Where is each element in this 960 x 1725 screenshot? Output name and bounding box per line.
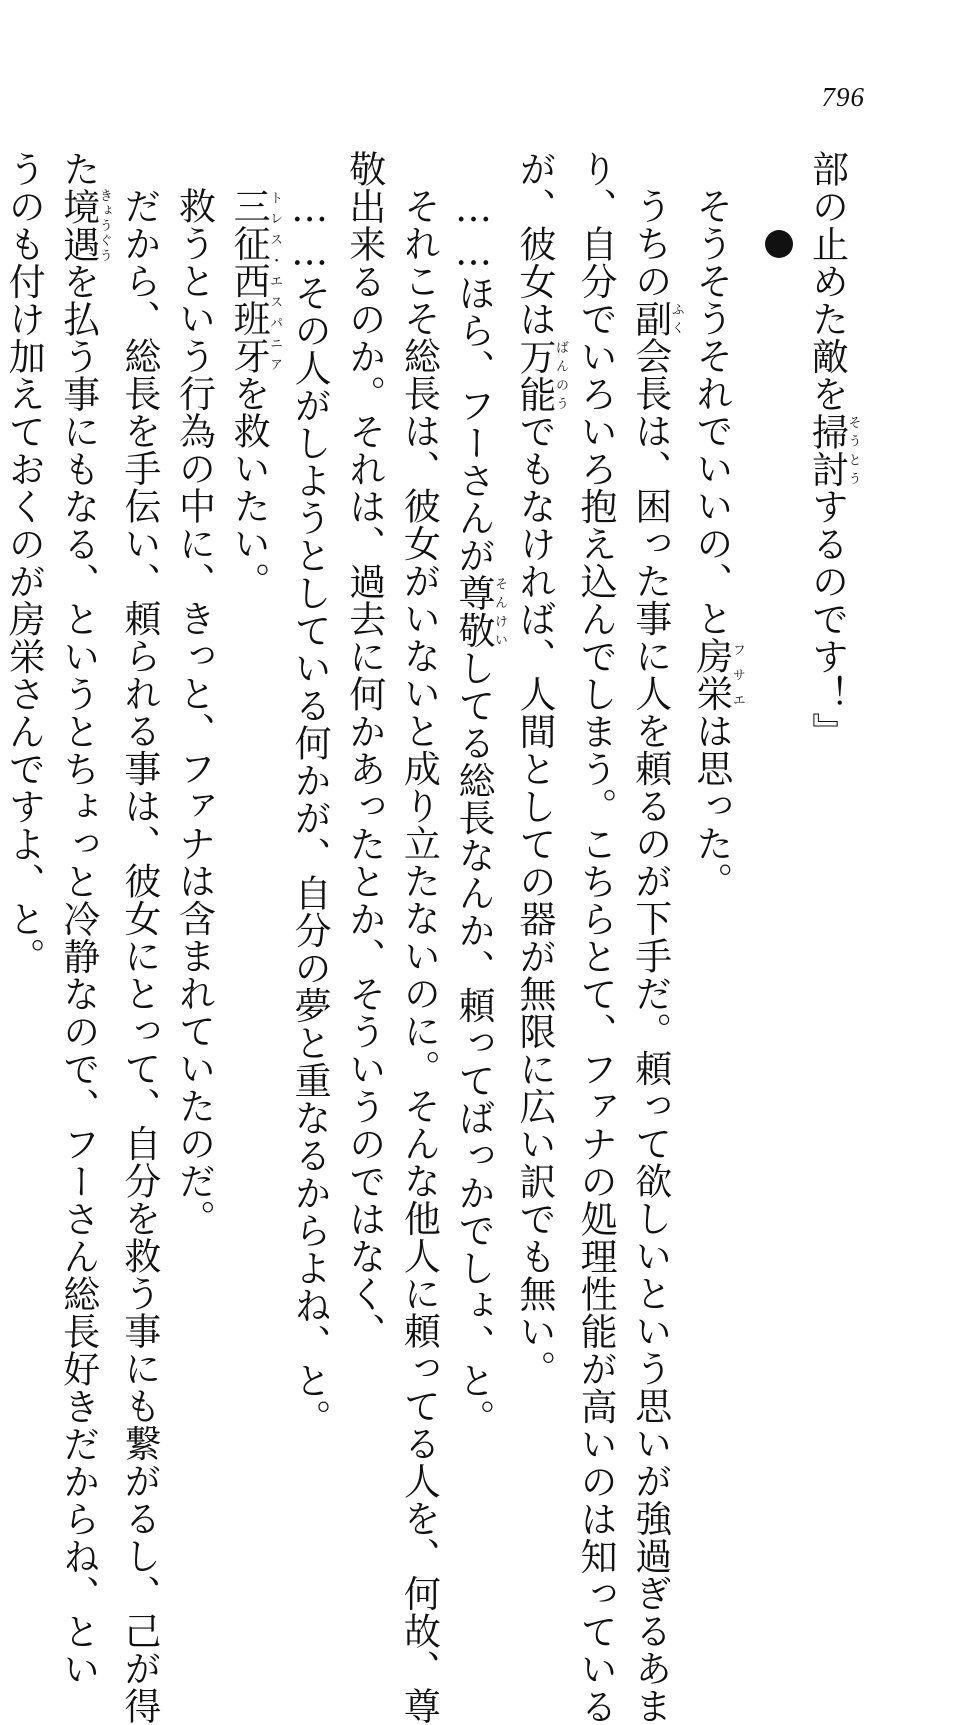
vertical-text-body bbox=[0, 150, 861, 1725]
text-line-13: た境遇きょうぐうを払う事にもなる、というとちょっと冷静なので、フーさん総長好きだからね、とい bbox=[56, 150, 112, 1688]
text-line-6: ……ほら、フーさんが尊敬そんけいしてる総長なんか、頼ってばっかでしょ、と。 bbox=[451, 187, 507, 1437]
section-break bbox=[744, 150, 799, 1290]
text-line-7: それこそ総長は、彼女がいないと成り立たないのに。そんな他人に頼ってる人を、何故、尊 bbox=[397, 187, 441, 1725]
text-line-8: 敬出来るのか。それは、過去に何かあったとか、そういうのではなく、 bbox=[342, 150, 386, 1350]
text-line-10: 三征西班牙トレス・エスパニアを救いたい。 bbox=[227, 187, 283, 600]
page-number: 796 bbox=[821, 82, 865, 112]
text-line-12: だから、総長を手伝い、頼られる事は、彼女にとって、自分を救う事にも繋がるし、己が得 bbox=[117, 187, 161, 1725]
text-line-4: り、自分でいろいろ抱え込んでしまう。こちらとて、ファナの処理性能が高いのは知っている bbox=[574, 150, 618, 1725]
text-line-11: 救うという行為の中に、きっと、ファナは含まれていたのだ。 bbox=[172, 187, 216, 1237]
text-line-3: うちの副ふく会長は、困った事に人を頼るのが下手だ。頼って欲しいという思いが強過ぎるあま bbox=[628, 187, 684, 1725]
filled-circle-icon bbox=[765, 230, 793, 258]
text-line-2: そうそうそれでいいの、と房栄フサエは思った。 bbox=[689, 187, 745, 900]
text-line-5: が、彼女は万能ばんのうでもなければ、人間としての器が無限に広い訳でも無い。 bbox=[513, 150, 569, 1388]
text-line-1: 部の止めた敵を掃討そうとうするのです！』 bbox=[805, 150, 861, 750]
text-line-9: ……その人がしようとしている何かが、自分の夢と重なるからよね、と。 bbox=[288, 187, 332, 1437]
text-line-14: うのも付け加えておくのが房栄さんですよ、と。 bbox=[2, 150, 46, 975]
